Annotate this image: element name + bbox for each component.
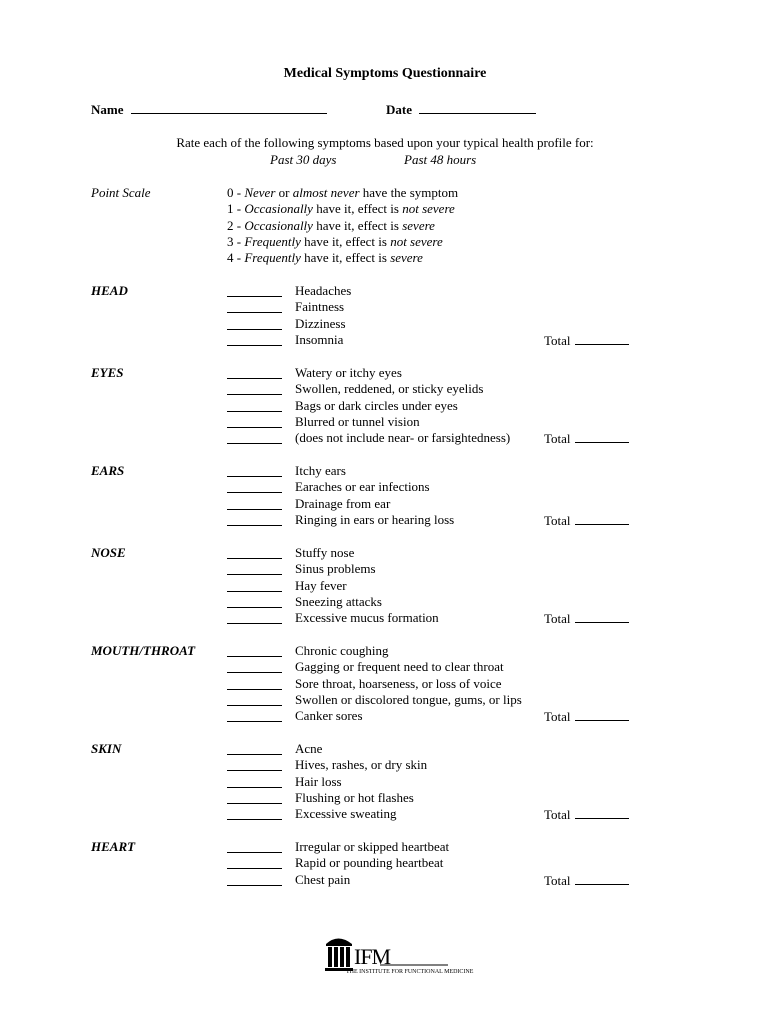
score-field[interactable] [227,885,282,886]
scale-number: 3 - [227,233,242,249]
symptom-label: Gagging or frequent need to clear throat [295,659,504,675]
score-field[interactable] [227,721,282,722]
score-field[interactable] [227,770,282,771]
score-field[interactable] [227,607,282,608]
total-label: Total [544,333,571,349]
point-scale-item [227,250,423,266]
score-field[interactable] [227,329,282,330]
section-heading: NOSE [91,545,126,560]
symptom-label: Swollen or discolored tongue, gums, or lips [295,692,522,708]
scale-severity: severe [390,250,423,265]
score-field[interactable] [227,296,282,297]
score-field[interactable] [227,819,282,820]
score-field[interactable] [227,868,282,869]
symptom-label: Acne [295,741,323,756]
section-total [544,512,629,528]
point-scale-item [227,218,435,234]
scale-text: or [275,185,293,200]
symptom-label: Hay fever [295,577,347,593]
name-field[interactable] [131,101,327,114]
total-field[interactable] [575,610,629,623]
section-heading: HEART [91,839,136,854]
symptom-row [227,578,547,594]
symptom-label: Sore throat, hoarseness, or loss of voice [295,675,502,691]
symptom-label: Sneezing attacks [295,594,382,610]
score-field[interactable] [227,672,282,673]
scale-text: have it, effect is [312,217,403,233]
scale-text: have it, effect is [312,201,403,217]
point-scale-label: Point Scale [91,185,151,200]
name-row [91,101,327,118]
section-heading: EYES [91,365,124,380]
date-row [386,101,536,118]
section-total [544,872,629,888]
symptom-label: Excessive mucus formation [295,610,439,626]
symptom-label: Hair loss [295,773,342,789]
date-field[interactable] [419,101,536,114]
section-heading: MOUTH/THROAT [91,643,196,658]
point-scale-item [227,201,455,217]
option-past-30-days: Past 30 days [270,152,337,167]
symptom-label: Hives, rashes, or dry skin [295,757,428,773]
score-field[interactable] [227,803,282,804]
scale-number: 0 - [227,185,242,200]
symptom-label: Watery or itchy eyes [295,365,402,380]
scale-severity: not severe [390,233,443,249]
score-field[interactable] [227,476,282,477]
option-past-48-hours: Past 48 hours [404,152,477,167]
score-field[interactable] [227,525,282,526]
section-heading: EARS [91,463,125,478]
total-label: Total [544,513,571,529]
name-label: Name [91,102,124,117]
score-field[interactable] [227,394,282,395]
score-field[interactable] [227,787,282,788]
symptom-label: Swollen, reddened, or sticky eyelids [295,381,484,397]
score-field[interactable] [227,427,282,428]
scale-text-end: have the symptom [359,185,459,200]
score-field[interactable] [227,591,282,592]
symptom-row [227,774,547,790]
scale-frequency: Frequently [244,250,301,265]
symptom-row [227,659,547,675]
symptom-label: Canker sores [295,708,363,724]
symptom-row [227,643,547,659]
symptom-row [227,594,547,610]
symptom-row [227,839,547,855]
score-field[interactable] [227,443,282,444]
symptom-label: Itchy ears [295,463,346,478]
point-scale-item [227,234,443,250]
logo-text: IFM [354,944,391,969]
score-field[interactable] [227,754,282,755]
score-field[interactable] [227,411,282,412]
symptom-row [227,855,547,871]
total-label: Total [544,431,571,447]
symptom-row [227,561,547,577]
scale-frequency: Never [244,185,276,200]
symptom-row [227,299,547,315]
section-heading: HEAD [91,283,128,298]
section-total [544,430,629,446]
symptom-row [227,757,547,773]
symptom-row [227,414,547,430]
symptom-row [227,365,547,381]
symptom-label: Drainage from ear [295,495,391,511]
scale-number: 4 - [227,250,242,265]
score-field[interactable] [227,656,282,657]
section-total [544,610,629,626]
symptom-label: Chest pain [295,871,351,887]
score-field[interactable] [227,574,282,575]
point-scale-item [227,185,458,201]
score-field[interactable] [227,509,282,510]
score-field[interactable] [227,623,282,624]
total-label: Total [544,611,571,627]
total-field[interactable] [575,872,629,885]
symptom-row [227,381,547,397]
total-field[interactable] [575,512,629,525]
date-label: Date [386,102,412,117]
scale-severity: almost never [292,185,360,200]
symptom-row [227,610,547,626]
symptom-label: Sinus problems [295,561,376,577]
intro-text: Rate each of the following symptoms based upon your typical health profile for: [176,135,594,150]
symptom-label: Headaches [295,283,352,298]
total-field[interactable] [575,430,629,443]
symptom-row [227,479,547,495]
section-total [544,708,629,724]
score-field[interactable] [227,852,282,853]
total-label: Total [544,807,571,823]
scale-number: 2 - [227,217,242,233]
symptom-label: Flushing or hot flashes [295,790,414,806]
symptom-label: Excessive sweating [295,806,397,822]
total-field[interactable] [575,332,629,345]
scale-frequency: Occasionally [244,217,313,233]
scale-text: have it, effect is [300,250,391,265]
score-field[interactable] [227,705,282,706]
score-field[interactable] [227,689,282,690]
symptom-label: Blurred or tunnel vision [295,414,420,430]
symptom-label: Rapid or pounding heartbeat [295,855,444,871]
symptom-label: Dizziness [295,315,346,331]
scale-frequency: Frequently [244,233,301,249]
symptom-row [227,872,547,888]
scale-text: have it, effect is [300,233,391,249]
scale-number: 1 - [227,201,242,217]
score-field[interactable] [227,492,282,493]
symptom-row [227,676,547,692]
symptom-label: Bags or dark circles under eyes [295,397,458,413]
total-label: Total [544,872,571,888]
symptom-row [227,692,547,708]
score-field[interactable] [227,558,282,559]
symptom-row [227,463,547,479]
symptom-row [227,512,547,528]
symptom-label: Stuffy nose [295,545,355,560]
symptom-label: Insomnia [295,332,344,348]
symptom-label: Faintness [295,299,345,315]
symptom-row [227,332,547,348]
symptom-label: Earaches or ear infections [295,479,430,495]
total-field[interactable] [575,806,629,819]
symptom-row [227,741,547,757]
symptom-row [227,283,547,299]
symptom-label: (does not include near- or farsightedness) [295,430,511,446]
logo-subtitle: THE INSTITUTE FOR FUNCTIONAL MEDICINE [346,969,474,975]
symptom-label: Ringing in ears or hearing loss [295,512,455,528]
symptom-row [227,806,547,822]
total-field[interactable] [575,708,629,721]
ifm-logo [322,932,474,978]
section-heading: SKIN [91,741,122,756]
scale-severity: not severe [402,201,455,217]
symptom-label: Irregular or skipped heartbeat [295,839,450,854]
score-field[interactable] [227,312,282,313]
score-field[interactable] [227,345,282,346]
section-total [544,332,629,348]
page-title: Medical Symptoms Questionnaire [283,66,487,81]
symptom-row [227,708,547,724]
scale-frequency: Occasionally [244,201,313,217]
total-label: Total [544,709,571,725]
symptom-row [227,496,547,512]
symptom-row [227,316,547,332]
section-total [544,806,629,822]
symptom-row [227,545,547,561]
symptom-row [227,430,547,446]
score-field[interactable] [227,378,282,379]
symptom-row [227,398,547,414]
scale-severity: severe [402,217,435,233]
symptom-label: Chronic coughing [295,643,389,658]
symptom-row [227,790,547,806]
